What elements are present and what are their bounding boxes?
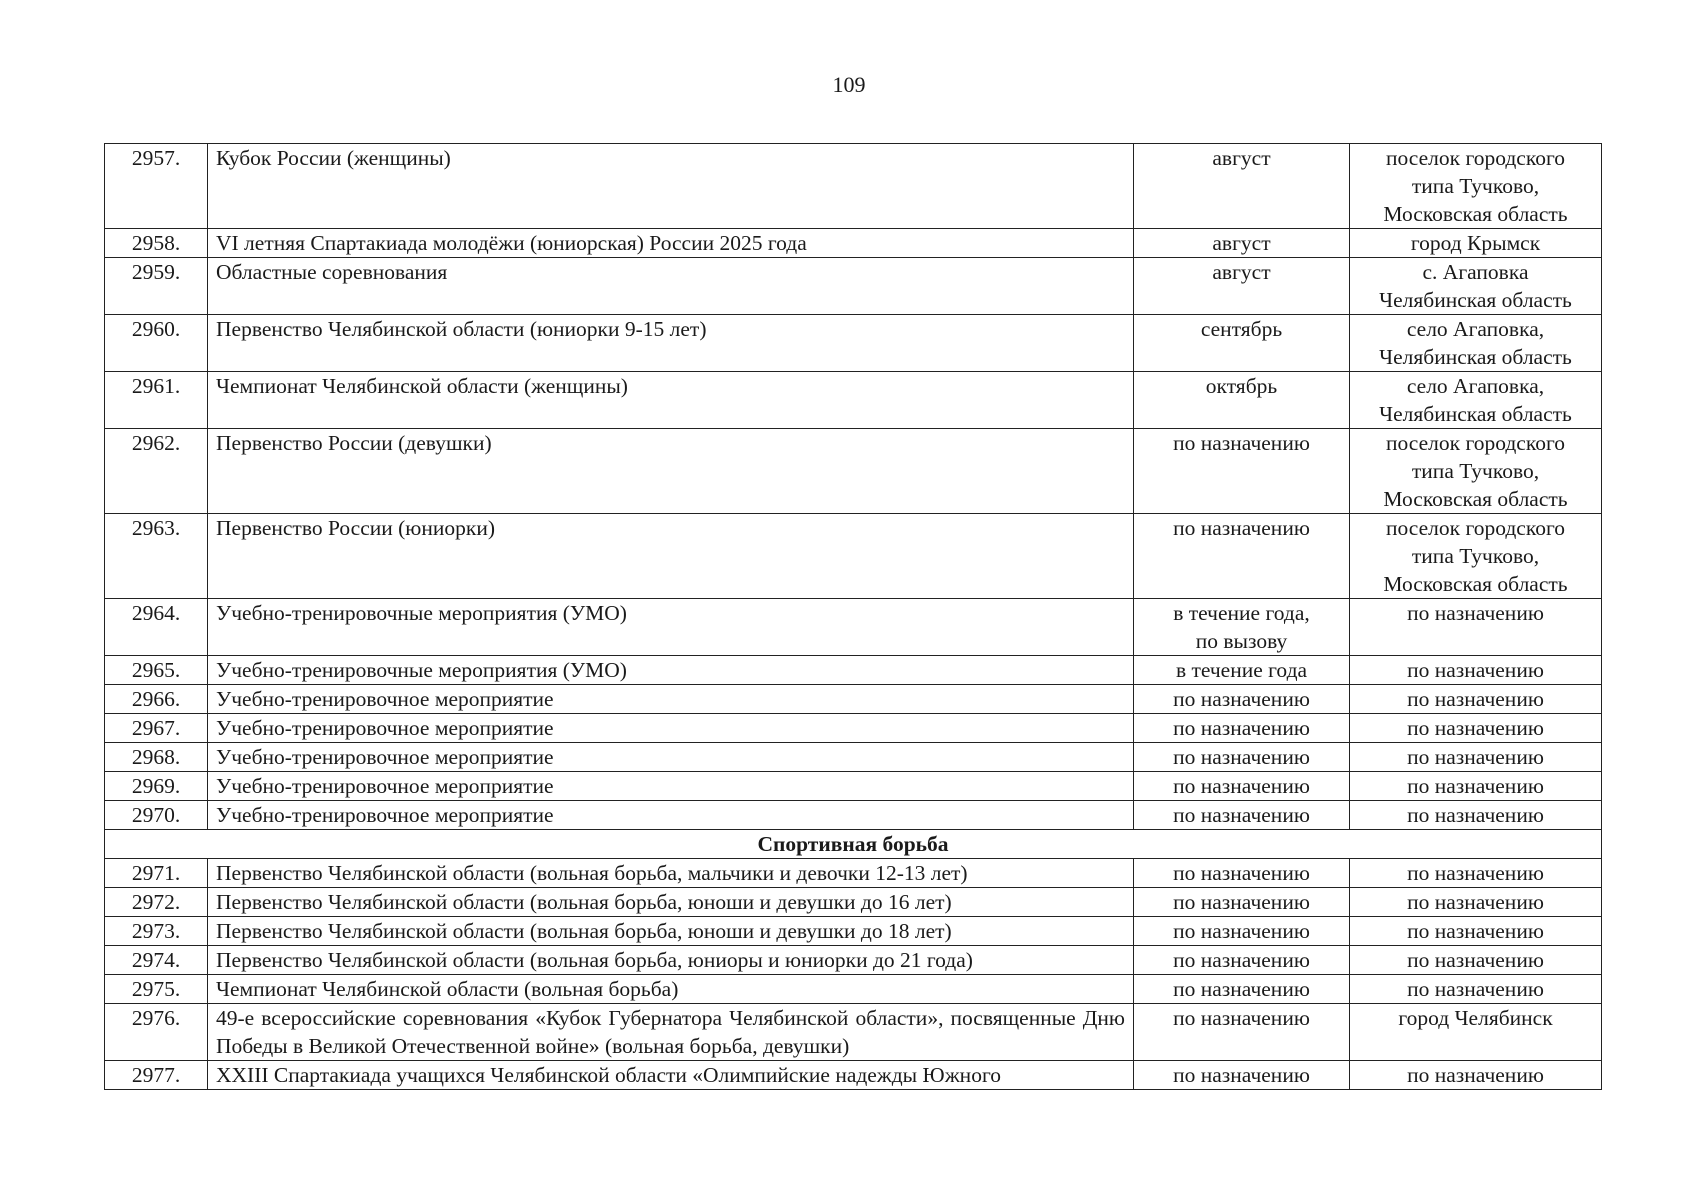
event-place: по назначению (1350, 1061, 1602, 1090)
event-date: в течение года, по вызову (1134, 599, 1350, 656)
event-name: VI летняя Спартакиада молодёжи (юниорская) России 2025 года (208, 229, 1134, 258)
table-row (105, 975, 1602, 1004)
page-number: 109 (832, 72, 866, 97)
table-row (105, 599, 1602, 656)
event-name: Учебно-тренировочные мероприятия (УМО) (208, 656, 1134, 685)
event-place: поселок городского типа Тучково, Московская область (1350, 514, 1602, 599)
event-date: по назначению (1134, 1004, 1350, 1061)
event-place: по назначению (1350, 743, 1602, 772)
row-number: 2966. (105, 685, 208, 714)
event-date: по назначению (1134, 514, 1350, 599)
table-row (105, 229, 1602, 258)
event-date: по назначению (1134, 946, 1350, 975)
row-number: 2963. (105, 514, 208, 599)
event-name: Первенство Челябинской области (вольная борьба, мальчики и девочки 12-13 лет) (208, 859, 1134, 888)
row-number: 2962. (105, 429, 208, 514)
event-place: поселок городского типа Тучково, Московская область (1350, 144, 1602, 229)
event-place: по назначению (1350, 599, 1602, 656)
row-number: 2973. (105, 917, 208, 946)
table-row (105, 258, 1602, 315)
event-place: село Агаповка, Челябинская область (1350, 372, 1602, 429)
event-name: Первенство Челябинской области (вольная борьба, юниоры и юниорки до 21 года) (208, 946, 1134, 975)
event-name: Учебно-тренировочное мероприятие (208, 714, 1134, 743)
row-number: 2968. (105, 743, 208, 772)
row-number: 2958. (105, 229, 208, 258)
event-place: по назначению (1350, 656, 1602, 685)
row-number: 2971. (105, 859, 208, 888)
event-date: в течение года (1134, 656, 1350, 685)
event-place: по назначению (1350, 859, 1602, 888)
row-number: 2957. (105, 144, 208, 229)
event-place: по назначению (1350, 917, 1602, 946)
event-date: по назначению (1134, 975, 1350, 1004)
event-date: по назначению (1134, 1061, 1350, 1090)
event-place: по назначению (1350, 975, 1602, 1004)
event-place: с. Агаповка Челябинская область (1350, 258, 1602, 315)
event-name: Первенство России (юниорки) (208, 514, 1134, 599)
event-date: по назначению (1134, 772, 1350, 801)
row-number: 2961. (105, 372, 208, 429)
row-number: 2969. (105, 772, 208, 801)
event-place: по назначению (1350, 888, 1602, 917)
table-row (105, 946, 1602, 975)
event-date: по назначению (1134, 685, 1350, 714)
event-place: по назначению (1350, 772, 1602, 801)
event-name: 49-е всероссийские соревнования «Кубок Губернатора Челябинской области», посвященные Дню Победы в Великой Отечественной войне» (вольная борьба, девушки) (208, 1004, 1134, 1061)
table-row (105, 714, 1602, 743)
event-name: Первенство России (девушки) (208, 429, 1134, 514)
event-place: город Крымск (1350, 229, 1602, 258)
table-row (105, 1061, 1602, 1090)
row-number: 2959. (105, 258, 208, 315)
row-number: 2977. (105, 1061, 208, 1090)
event-place: по назначению (1350, 946, 1602, 975)
event-date: октябрь (1134, 372, 1350, 429)
events-table-body (105, 144, 1602, 1090)
table-row (105, 429, 1602, 514)
event-name: XXIII Спартакиада учащихся Челябинской области «Олимпийские надежды Южного (208, 1061, 1134, 1090)
event-date: по назначению (1134, 743, 1350, 772)
event-place: поселок городского типа Тучково, Московская область (1350, 429, 1602, 514)
table-row (105, 917, 1602, 946)
event-name: Учебно-тренировочное мероприятие (208, 772, 1134, 801)
event-date: по назначению (1134, 859, 1350, 888)
row-number: 2976. (105, 1004, 208, 1061)
events-table (104, 143, 1602, 1090)
row-number: 2974. (105, 946, 208, 975)
event-date: сентябрь (1134, 315, 1350, 372)
event-name: Областные соревнования (208, 258, 1134, 315)
event-date: по назначению (1134, 917, 1350, 946)
event-name: Учебно-тренировочное мероприятие (208, 685, 1134, 714)
table-row (105, 772, 1602, 801)
event-name: Кубок России (женщины) (208, 144, 1134, 229)
table-row (105, 514, 1602, 599)
event-name: Учебно-тренировочное мероприятие (208, 801, 1134, 830)
row-number: 2964. (105, 599, 208, 656)
event-date: август (1134, 229, 1350, 258)
table-row (105, 685, 1602, 714)
event-name: Первенство Челябинской области (юниорки 9-15 лет) (208, 315, 1134, 372)
table-row (105, 144, 1602, 229)
section-header-row (105, 830, 1602, 859)
table-row (105, 1004, 1602, 1061)
event-date: по назначению (1134, 714, 1350, 743)
table-row (105, 888, 1602, 917)
event-place: село Агаповка, Челябинская область (1350, 315, 1602, 372)
row-number: 2965. (105, 656, 208, 685)
table-row (105, 801, 1602, 830)
event-place: по назначению (1350, 685, 1602, 714)
event-name: Чемпионат Челябинской области (вольная борьба) (208, 975, 1134, 1004)
table-row (105, 859, 1602, 888)
event-place: по назначению (1350, 714, 1602, 743)
table-row (105, 656, 1602, 685)
table-row (105, 743, 1602, 772)
row-number: 2960. (105, 315, 208, 372)
table-row (105, 372, 1602, 429)
event-date: август (1134, 258, 1350, 315)
event-place: город Челябинск (1350, 1004, 1602, 1061)
row-number: 2972. (105, 888, 208, 917)
event-date: по назначению (1134, 888, 1350, 917)
event-name: Чемпионат Челябинской области (женщины) (208, 372, 1134, 429)
event-date: по назначению (1134, 429, 1350, 514)
table-row (105, 315, 1602, 372)
section-title: Спортивная борьба (105, 830, 1602, 859)
event-name: Учебно-тренировочное мероприятие (208, 743, 1134, 772)
event-name: Первенство Челябинской области (вольная борьба, юноши и девушки до 16 лет) (208, 888, 1134, 917)
row-number: 2970. (105, 801, 208, 830)
event-name: Учебно-тренировочные мероприятия (УМО) (208, 599, 1134, 656)
event-name: Первенство Челябинской области (вольная борьба, юноши и девушки до 18 лет) (208, 917, 1134, 946)
event-date: август (1134, 144, 1350, 229)
row-number: 2975. (105, 975, 208, 1004)
event-place: по назначению (1350, 801, 1602, 830)
row-number: 2967. (105, 714, 208, 743)
event-date: по назначению (1134, 801, 1350, 830)
